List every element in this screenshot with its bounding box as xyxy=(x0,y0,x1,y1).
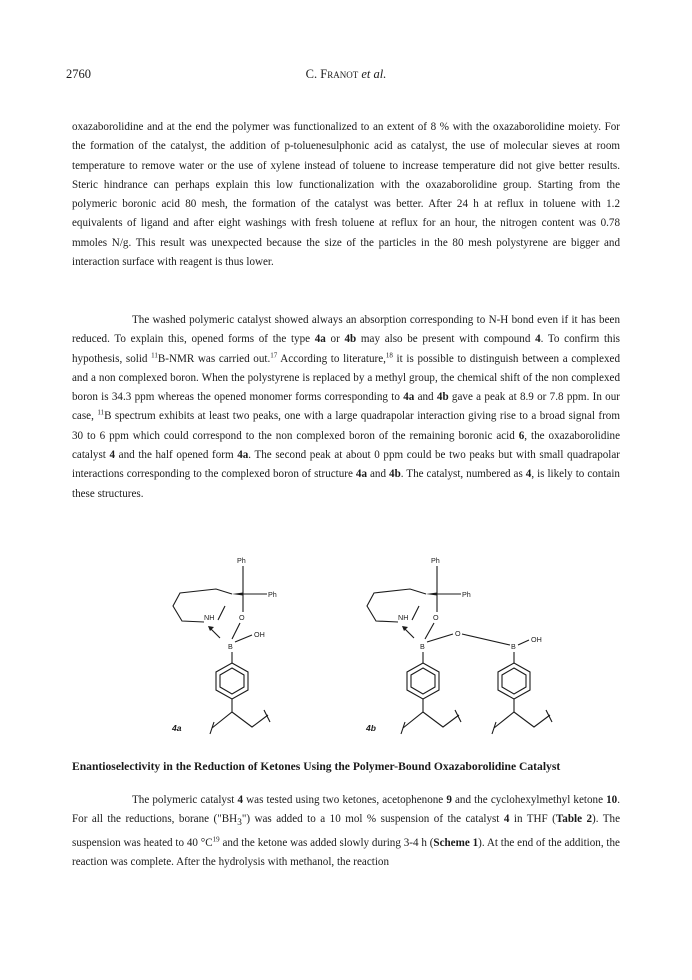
oxygen-label: O xyxy=(455,629,461,638)
structure-4b xyxy=(365,556,552,734)
compound-ref: 4 xyxy=(535,333,541,346)
compound-ref: 4 xyxy=(525,468,532,481)
compound-ref: 6 xyxy=(518,429,525,442)
reference-superscript: 19 xyxy=(212,835,220,844)
section-heading: Enantioselectivity in the Reduction of Ketones Using the Polymer-Bound Oxazaborolidine Catalyst xyxy=(72,760,561,773)
amine-label: NH xyxy=(204,613,215,622)
compound-ref: 4 xyxy=(503,813,510,826)
compound-ref: 4a xyxy=(314,333,326,346)
label-4b: 4b xyxy=(366,723,376,733)
compound-ref: 4a xyxy=(355,468,368,481)
amine-label: NH xyxy=(398,613,409,622)
phenyl-label: Ph xyxy=(237,556,246,565)
boron-label: B xyxy=(228,642,233,651)
scheme-ref: Scheme 1 xyxy=(433,836,479,849)
reference-superscript: 17 xyxy=(270,350,278,359)
compound-ref: 4a xyxy=(403,391,415,404)
subscript: 3 xyxy=(237,818,242,829)
compound-ref: 4 xyxy=(237,794,244,806)
paragraph-2: The washed polymeric catalyst showed always an absorption corresponding to N-H bond even if it has been reduced. To explain this, opened forms of the type 4a or 4b may also be present with compound 4. To confirm this hypothesis, solid $^{11}$B-NMR was carried out.$^{17}$ According to literature,$^{18}$ it is possible to distinguish between a complexed and a non complexed boron. When the polystyrene is replaced by a methyl group, the chemical shift of the non complexed boron is 34.3 ppm whereas the opened monomer forms corresponding to 4a and 4b gave a peak at 8.9 or 7.8 ppm. In our case, $^{11}$B spectrum exhibits at least two peaks, one with a large quadrapolar interaction giving rise to a broad signal from 30 to 6 ppm which could correspond to the non complexed boron of the remaining boronic acid 6, the oxazaborolidine catalyst 4 and the half opened form 4a. The second peak at about 0 ppm could be two peaks but with small quadrapolar interactions corresponding to the complexed boron of structure 4a and 4b. The catalyst, numbered as 4, is likely to contain these structures. xyxy=(72,314,621,500)
phenyl-label: Ph xyxy=(462,590,471,599)
compound-ref: 10 xyxy=(606,794,618,806)
structure-4a xyxy=(171,556,277,734)
compound-ref: 4b xyxy=(389,468,401,481)
hydroxyl-label: OH xyxy=(254,630,265,639)
compound-ref: 4a xyxy=(237,449,249,462)
isotope-superscript: 11 xyxy=(97,408,105,417)
running-head-et-al: et al. xyxy=(361,67,387,81)
paragraph-3: The polymeric catalyst 4 was tested using two ketones, acetophenone 9 and the cyclohexylmethyl ketone 10. For all the reductions, borane $("BH_3")$ was added to a 10 mol % suspension of the catalyst 4 in THF (Table 2). The suspension was heated to 40 $^\circ C^{19}$ and the ketone was added slowly during 3-4 h (Scheme 1). At the end of the addition, the reaction was complete. After the hydrolysis with methanol, the reaction xyxy=(72,794,620,869)
oxygen-label: O xyxy=(239,613,245,622)
boron-label: B xyxy=(420,642,425,651)
isotope-superscript: 11 xyxy=(151,350,158,359)
phenyl-label: Ph xyxy=(431,556,440,565)
compound-ref: 4b xyxy=(344,333,357,346)
paragraph-1: oxazaborolidine and at the end the polymer was functionalized to an extent of 8 % with the oxazaborolidine moiety. For the formation of the catalyst, the addition of p-toluenesulphonic acid as catalyst, the use of molecular sieves at room temperature to remove water or the use of xylene instead of toluene to increase temperature did not give better results. Steric hindrance can perhaps explain this low functionalization with the oxazaborolidine group. Starting from the polymeric boronic acid 80 mesh, the formation of the catalyst was better. After 24 h at reflux in toluene with 1.2 equivalents of ligand and after eight washings with fresh toluene at reflux for an hour, the nitrogen content was 0.78 mmoles N/g. This result was unexpected because the size of the particles in the 80 mesh polystyrene are bigger and interaction surface with reagent is thus lower. xyxy=(72,121,620,269)
compound-ref: 9 xyxy=(446,794,452,806)
hydroxyl-label: OH xyxy=(531,635,542,644)
phenyl-label: Ph xyxy=(268,590,277,599)
table-ref: Table 2 xyxy=(555,813,593,826)
page-number: 2760 xyxy=(66,67,91,81)
boron-label: B xyxy=(511,642,516,651)
label-4a: 4a xyxy=(172,723,182,733)
running-head-author: C. Franot xyxy=(305,67,359,81)
compound-ref: 4 xyxy=(109,449,116,462)
reference-superscript: 18 xyxy=(385,350,393,359)
oxygen-label: O xyxy=(433,613,439,622)
compound-ref: 4b xyxy=(436,391,449,404)
